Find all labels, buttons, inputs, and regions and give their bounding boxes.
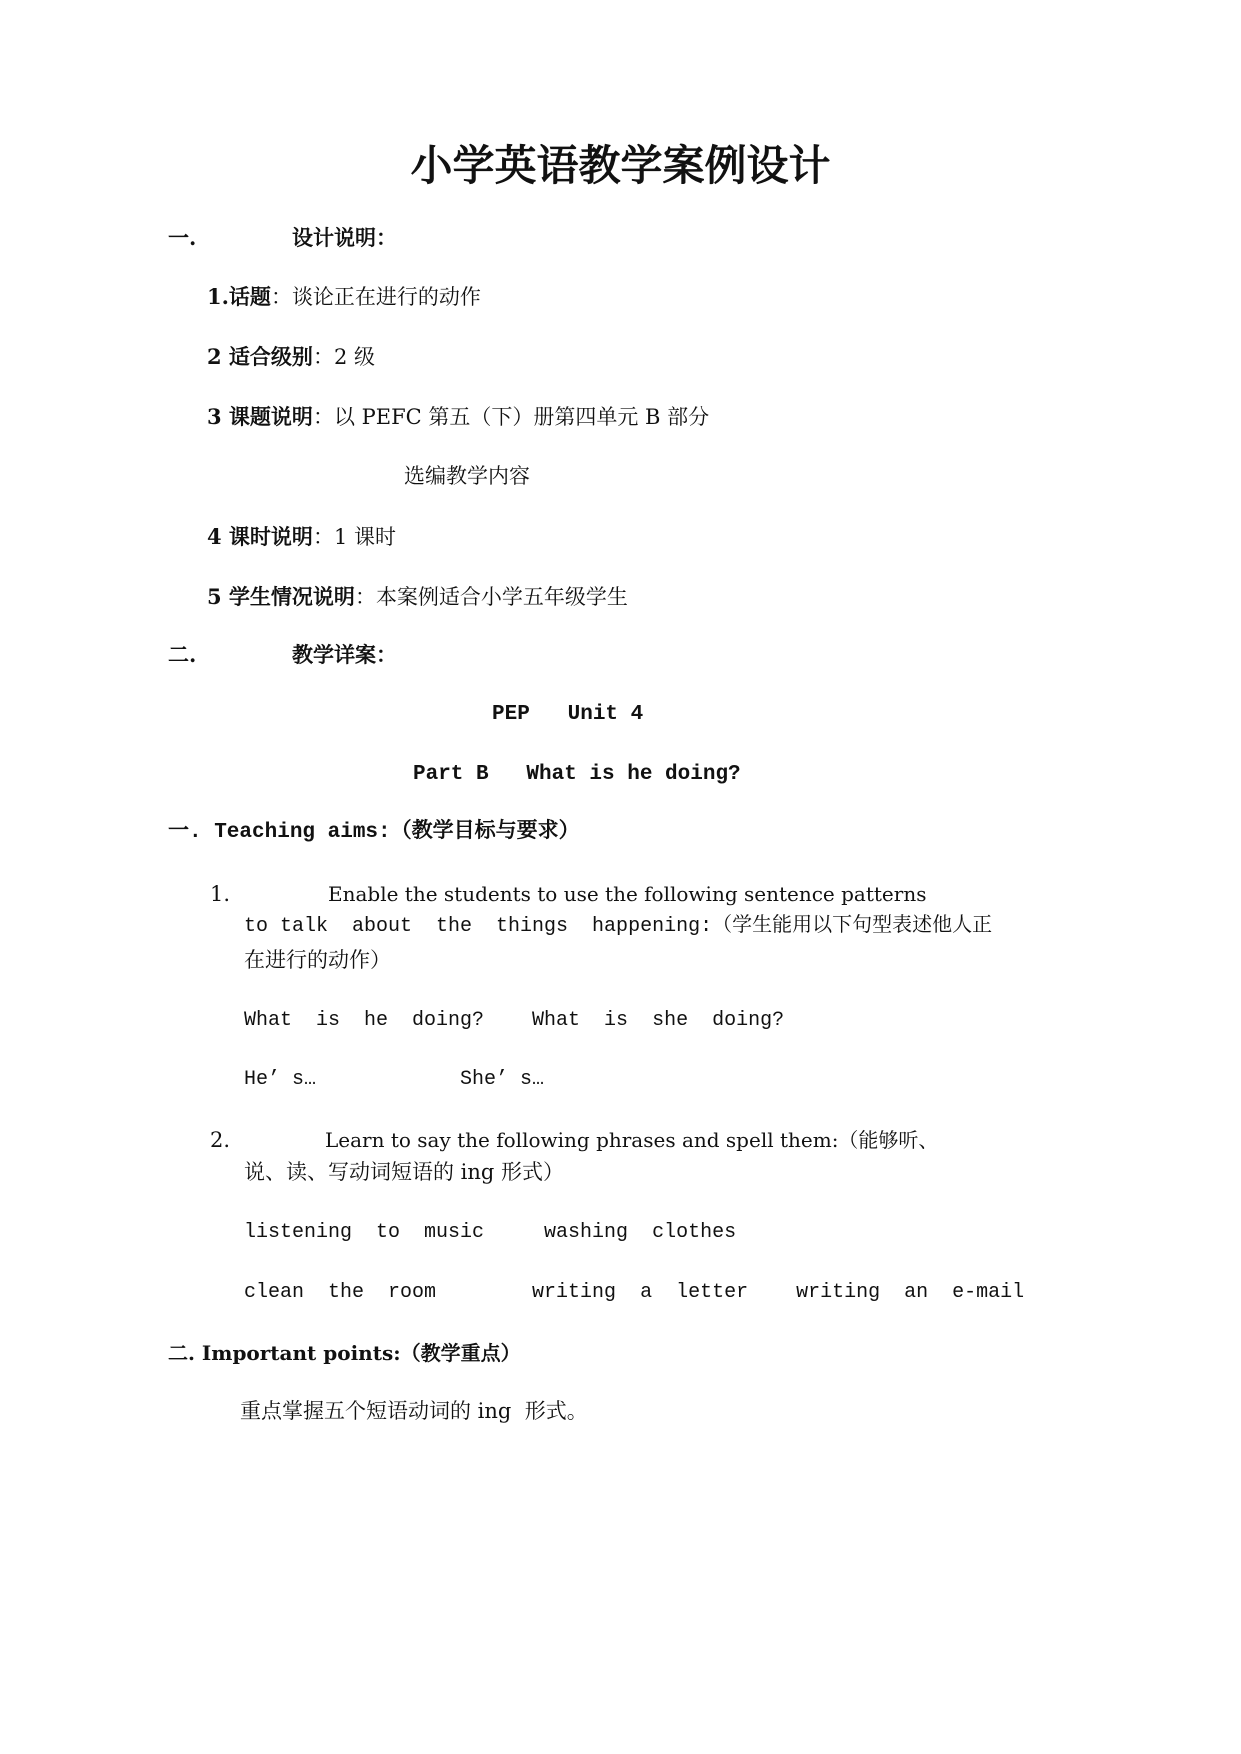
aim-number: 1. [210, 882, 231, 906]
aim-text: Learn to say the following phrases and spell them:（能够听、 [325, 1128, 939, 1152]
aim-text: 在进行的动作） [244, 948, 391, 972]
phrase-list: listening to music washing clothes [244, 1221, 737, 1244]
item-label: 2 适合级别 [207, 344, 313, 369]
item-sep: ： [270, 285, 292, 309]
section-heading: 教学详案： [292, 642, 397, 667]
item-continuation: 选编教学内容 [404, 464, 530, 488]
list-item [207, 344, 375, 370]
aim-number: 2. [210, 1128, 231, 1152]
section-number: 二. [168, 642, 197, 667]
item-sep: ： [312, 405, 334, 429]
item-value: 本案例适合小学五年级学生 [375, 585, 628, 609]
sentence-pattern: He’ s… She’ s… [244, 1068, 545, 1091]
item-sep: ： [312, 345, 334, 369]
section-heading: 设计说明： [292, 225, 397, 250]
phrase-list: clean the room writing a letter writing an e-mail [244, 1281, 1025, 1304]
part-title: Part B What is he doing? [413, 763, 741, 786]
list-item [207, 584, 628, 610]
aims-heading: 一. Teaching aims:（教学目标与要求） [168, 821, 580, 844]
aim-text: Enable the students to use the following sentence patterns [328, 882, 927, 906]
item-value: 2 级 [333, 345, 375, 369]
list-item [207, 524, 396, 550]
section-number: 一. [168, 225, 197, 250]
item-value: 谈论正在进行的动作 [291, 285, 481, 309]
item-label: 1.话题 [207, 284, 271, 309]
item-value: 1 课时 [333, 525, 396, 549]
sentence-pattern: What is he doing? What is she doing? [244, 1009, 785, 1032]
important-heading: 二. Important points:（教学重点） [168, 1341, 521, 1365]
item-label: 3 课题说明 [207, 404, 313, 429]
important-text: 重点掌握五个短语动词的 ing 形式。 [240, 1399, 588, 1423]
item-value: 以 PEFC 第五（下）册第四单元 B 部分 [333, 405, 710, 429]
item-sep: ： [354, 585, 376, 609]
item-label: 4 课时说明 [207, 524, 313, 549]
list-item [207, 284, 481, 310]
aim-text: to talk about the things happening:（学生能用以下句型表述他人正 [244, 915, 993, 938]
page-title: 小学英语教学案例设计 [410, 141, 831, 190]
aim-text: 说、读、写动词短语的 ing 形式） [244, 1160, 565, 1184]
unit-title: PEP Unit 4 [492, 703, 644, 726]
item-label: 5 学生情况说明 [207, 584, 355, 609]
list-item [207, 404, 709, 430]
item-sep: ： [312, 525, 334, 549]
